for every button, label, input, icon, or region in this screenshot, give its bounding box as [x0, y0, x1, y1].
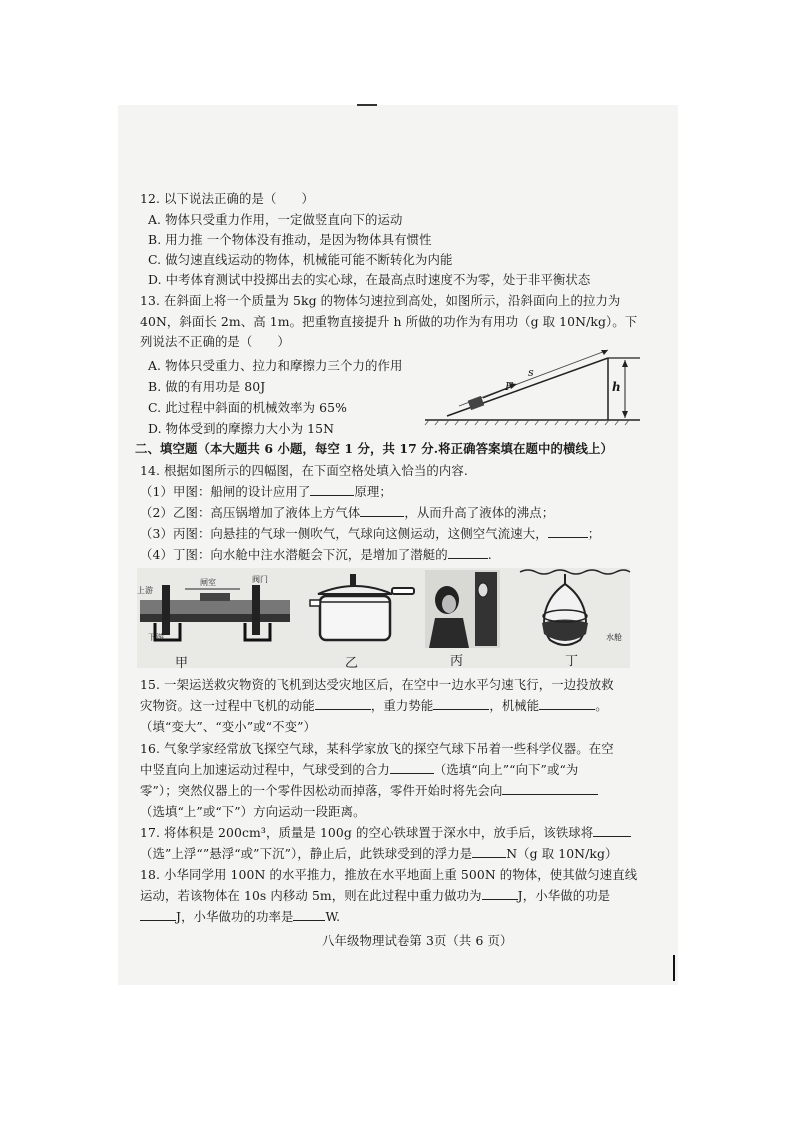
section-2-heading: 二、填空题（本大题共 6 小题，每空 1 分，共 17 分.将正确答案填在题中的横线上） — [135, 441, 613, 456]
q18-text-a: 运动，若该物体在 10s 内移动 5m，则在此过程中重力做功为 — [140, 888, 482, 903]
incline-h-label: h — [612, 380, 621, 394]
canal-valve-label: 阀门 — [252, 575, 268, 584]
q18-blank-work[interactable] — [140, 908, 176, 921]
q18-blank-gravity-work[interactable] — [482, 887, 518, 900]
figure-label-yi: 乙 — [345, 656, 359, 671]
q15-blank-mechanical[interactable] — [539, 697, 595, 710]
q14-item-3 — [140, 525, 600, 542]
q18-text-d: W. — [325, 909, 341, 924]
q15-line3: （填“变大”、“变小”或“不变”） — [140, 719, 317, 734]
q14-item-1-text: （1）甲图：船闸的设计应用了 — [140, 484, 311, 499]
q17-blank-state[interactable] — [593, 824, 631, 837]
q14-item-1-blank[interactable] — [310, 483, 354, 496]
q16-text-b: （选填“向上”“向下”或“为 — [433, 762, 579, 777]
q16-text-c: 零”）；突然仪器上的一个零件因松动而掉落，零件开始时将先会向 — [140, 783, 503, 798]
q12-option-d: D. 中考体育测试中投掷出去的实心球，在最高点时速度不为零，处于非平衡状态 — [148, 272, 591, 287]
q16-line2 — [140, 761, 578, 778]
scan-edge-mark — [673, 955, 675, 981]
q15-line1: 15. 一架运送救灾物资的飞机到达受灾地区后，在空中一边水平匀速飞行，一边投放救 — [140, 677, 614, 692]
q12-option-c: C. 做匀速直线运动的物体，机械能可能不断转化为内能 — [148, 252, 453, 267]
q14-item-1-tail: 原理； — [354, 484, 392, 499]
q13-stem-line2: 40N，斜面长 2m、高 1m。把重物直接提升 h 所做的功作为有用功（g 取 10N/kg）。下 — [140, 314, 638, 329]
balloon-blow-figure — [425, 570, 500, 648]
q18-text-c: J，小华做功的功率是 — [176, 909, 294, 924]
q14-item-1 — [140, 483, 392, 500]
canal-gate-label: 闸室 — [200, 578, 216, 587]
q18-line3 — [140, 908, 340, 925]
canal-upstream-label: 上游 — [137, 586, 153, 595]
q18-blank-power[interactable] — [293, 908, 325, 921]
q14-item-2-tail: ，从而升高了液体的沸点； — [404, 505, 555, 520]
q17-line1 — [140, 824, 631, 841]
pressure-cooker-figure — [310, 572, 415, 647]
q14-item-2-blank[interactable] — [360, 504, 404, 517]
canal-downstream-label: 下游 — [148, 633, 164, 642]
q14-item-4 — [140, 546, 492, 563]
q17-text-c: N（g 取 10N/kg） — [506, 846, 618, 861]
q12-option-b: B. 用力推 一个物体没有推动，是因为物体具有惯性 — [148, 232, 432, 247]
incline-s-label: s — [528, 366, 534, 379]
q14-item-4-text: （4）丁图：向水舱中注水潜艇会下沉，是增加了潜艇的 — [140, 547, 448, 562]
q17-text-b: （选”上浮“”悬浮“或”下沉”），静止后，此铁球受到的浮力是 — [140, 846, 473, 861]
q13-stem-line1: 13. 在斜面上将一个质量为 5kg 的物体匀速拉到高处，如图所示，沿斜面向上的拉力为 — [140, 293, 621, 308]
q12-stem: 12. 以下说法正确的是（ ） — [140, 191, 314, 206]
q13-option-c: C. 此过程中斜面的机械效率为 65% — [148, 400, 347, 415]
figure-label-bing: 丙 — [450, 654, 464, 669]
q18-line1: 18. 小华同学用 100N 的水平推力，推放在水平地面上重 500N 的物体，使其做匀速直线 — [140, 867, 638, 882]
figure-label-jia: 甲 — [175, 656, 189, 671]
q16-line3 — [140, 782, 598, 799]
q13-option-a: A. 物体只受重力、拉力和摩擦力三个力的作用 — [148, 358, 403, 373]
q13-stem-line3: 列说法不正确的是（ ） — [140, 334, 290, 349]
q14-item-3-text: （3）丙图：向悬挂的气球一侧吹气，气球向这侧运动，这侧空气流速大， — [140, 526, 548, 541]
q14-stem: 14. 根据如图所示的四幅图，在下面空格处填入恰当的内容. — [140, 463, 468, 478]
q16-blank-direction[interactable] — [502, 782, 598, 795]
q17-blank-buoyancy[interactable] — [472, 845, 506, 858]
incline-f-label: F — [505, 380, 513, 393]
water-tank-label: 水舱 — [606, 633, 622, 642]
q14-item-4-blank[interactable] — [448, 546, 488, 559]
q15-blank-kinetic[interactable] — [315, 697, 371, 710]
q18-line2 — [140, 887, 610, 904]
q18-text-b: J，小华做的功是 — [517, 888, 611, 903]
q14-item-3-tail: ； — [587, 526, 601, 541]
q17-text-a: 17. 将体积是 200cm³，质量是 100g 的空心铁球置于深水中，放手后，该铁球将 — [140, 825, 594, 840]
q15-blank-potential[interactable] — [433, 697, 489, 710]
q15-text-c: ，机械能 — [489, 698, 540, 713]
q15-text-b: ，重力势能 — [370, 698, 434, 713]
q15-line2 — [140, 697, 608, 714]
q17-line2 — [140, 845, 618, 862]
q16-line4: （选填“上”或“下”）方向运动一段距离。 — [140, 804, 366, 819]
page-footer: 八年级物理试卷第 3页（共 6 页） — [322, 933, 513, 948]
q14-item-2-text: （2）乙图：高压锅增加了液体上方气体 — [140, 505, 361, 520]
figure-label-ding: 丁 — [565, 654, 579, 669]
q14-item-4-tail: . — [487, 547, 492, 562]
q16-text-a: 中竖直向上加速运动过程中，气球受到的合力 — [140, 762, 390, 777]
q13-option-d: D. 物体受到的摩擦力大小为 15N — [148, 421, 335, 436]
q15-text-a: 灾物资。这一过程中飞机的动能 — [140, 698, 315, 713]
q13-option-b: B. 做的有用功是 80J — [148, 379, 266, 394]
q16-blank-net-force[interactable] — [390, 761, 434, 774]
q16-line1: 16. 气象学家经常放飞探空气球，某科学家放飞的探空气球下吊着一些科学仪器。在空 — [140, 741, 614, 756]
q15-text-d: 。 — [595, 698, 608, 713]
q14-item-2 — [140, 504, 554, 521]
q14-item-3-blank[interactable] — [548, 525, 588, 538]
q12-option-a: A. 物体只受重力作用，一定做竖直向下的运动 — [148, 212, 403, 227]
top-mark — [357, 104, 377, 106]
